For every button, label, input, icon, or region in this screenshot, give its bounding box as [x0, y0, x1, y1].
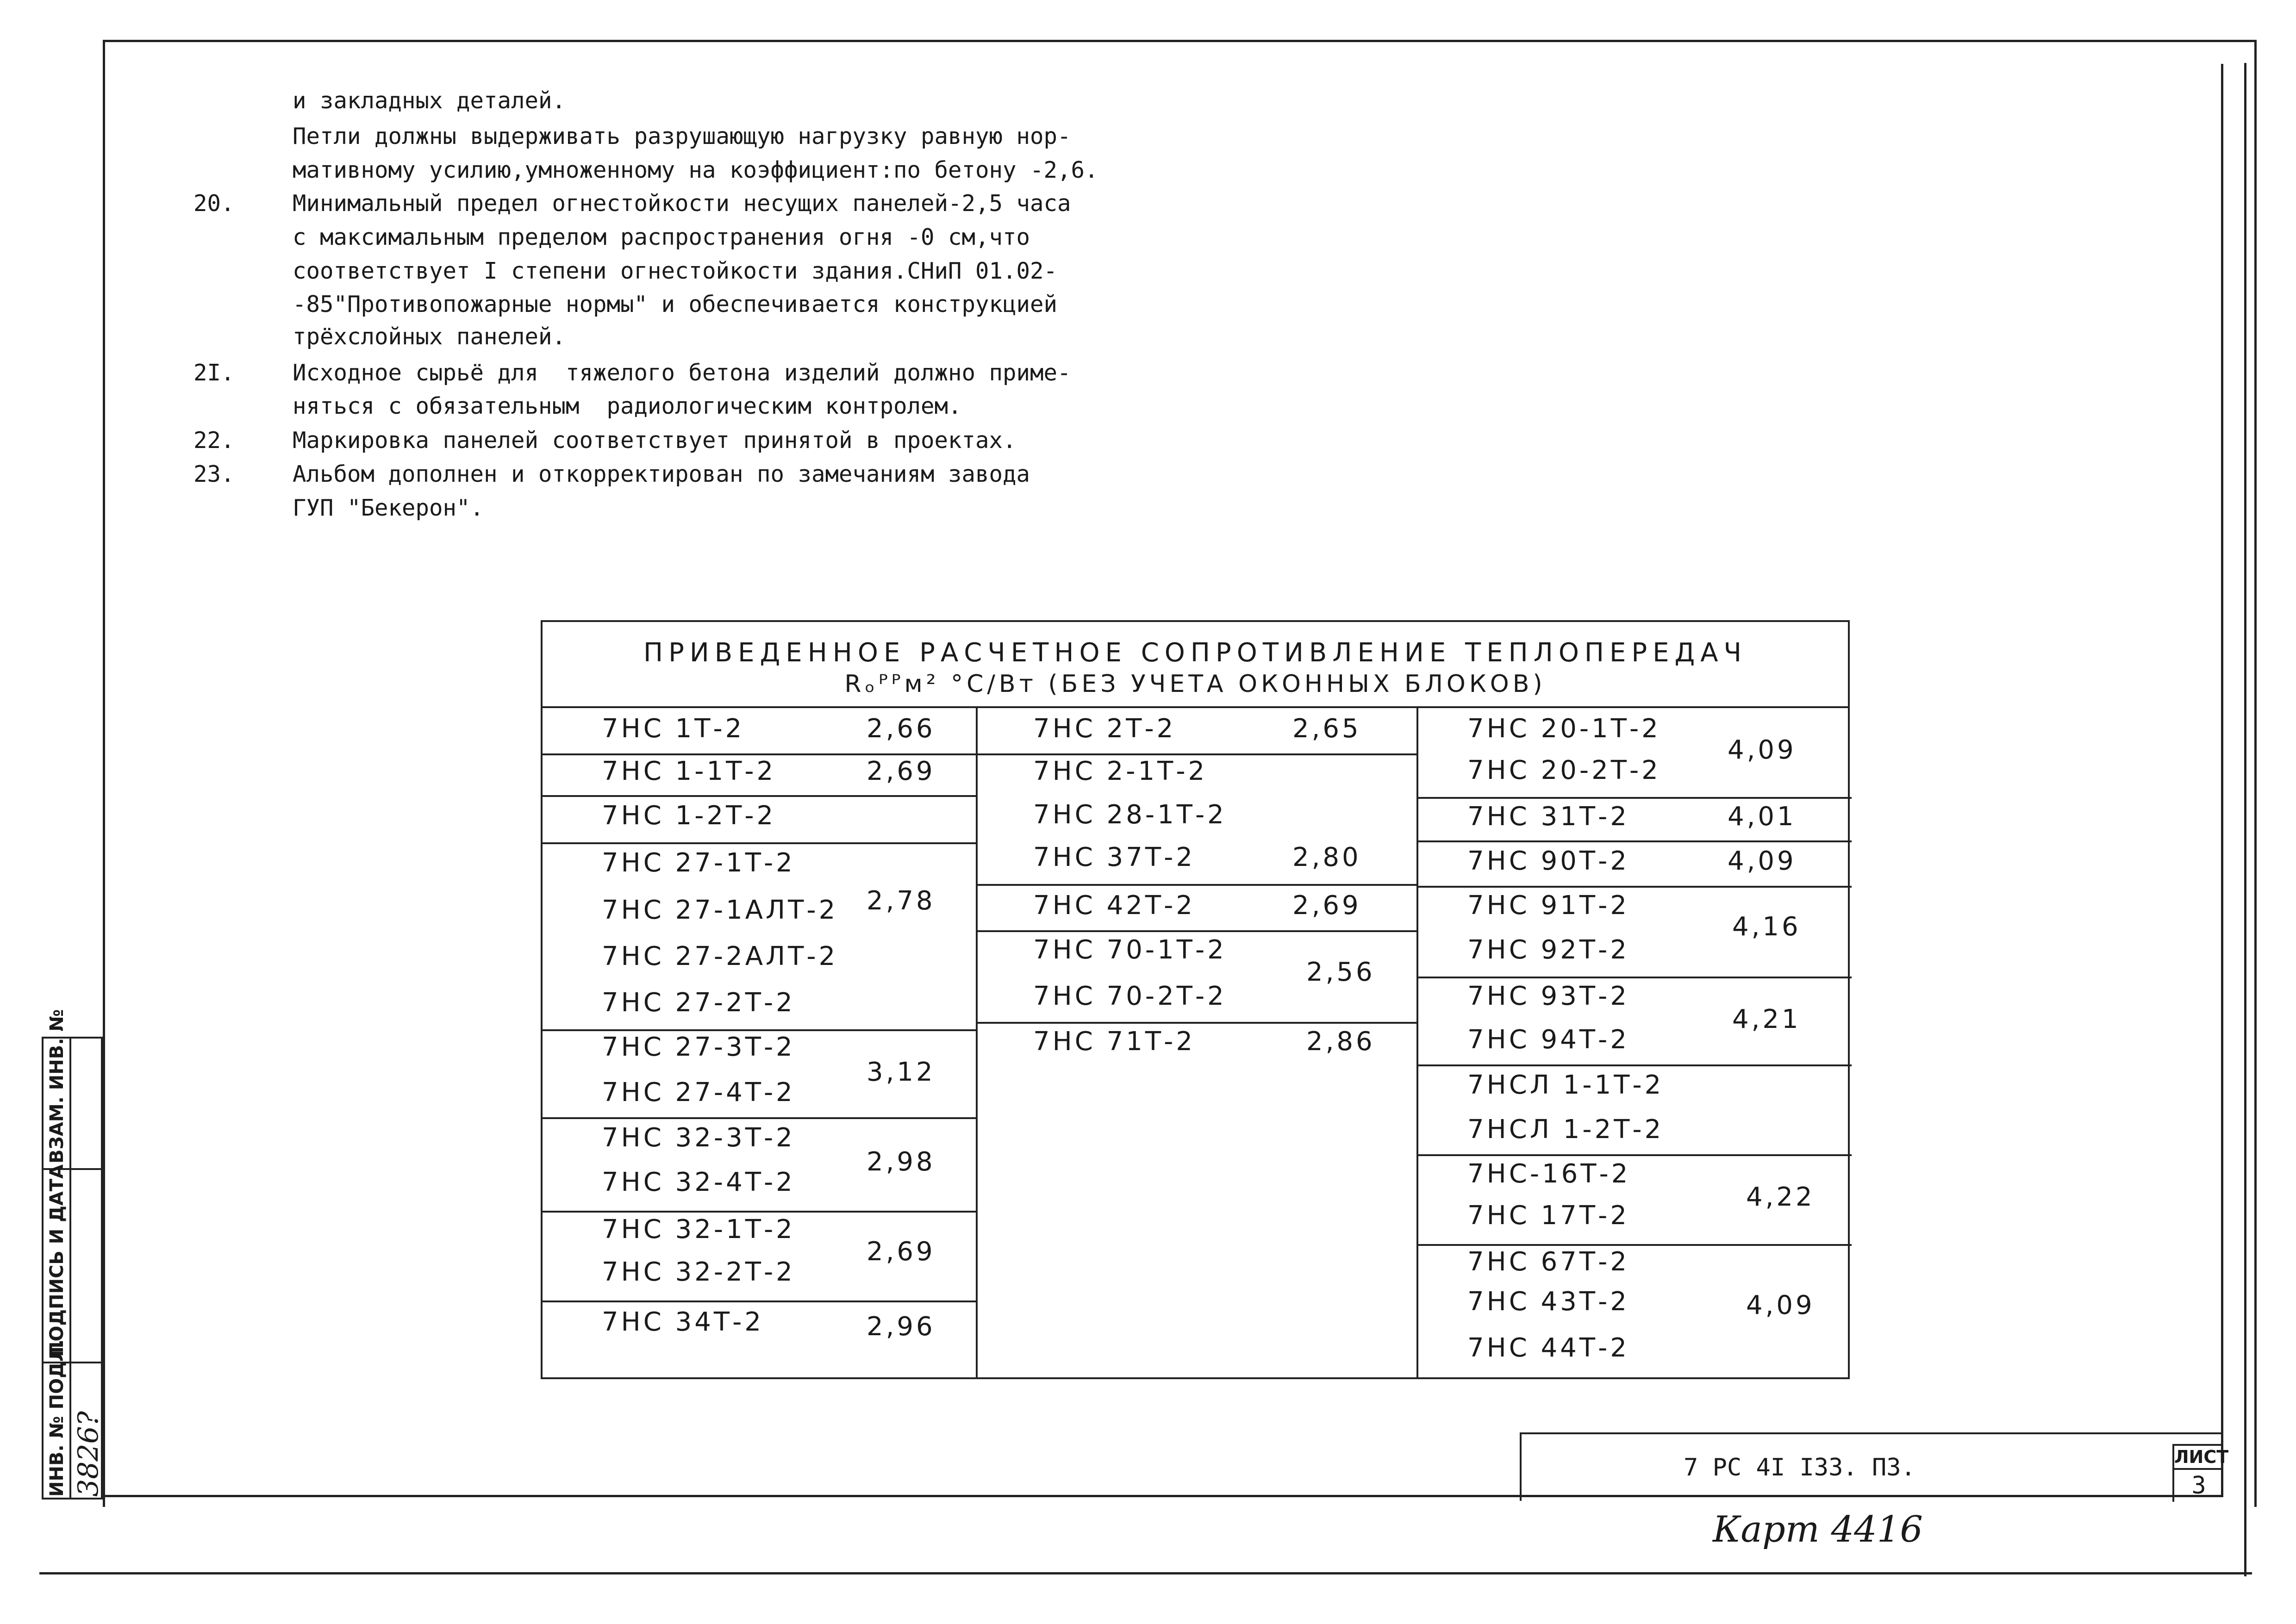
panel-name: 7НС 31Т-2 — [1467, 802, 1629, 832]
panel-name: 7НС 42Т-2 — [1033, 890, 1195, 921]
thermal-resistance-table — [541, 620, 1850, 1379]
note-line: с максимальным пределом распространения огня -0 см,что — [293, 224, 1030, 250]
panel-name: 7НС 17Т-2 — [1467, 1201, 1629, 1231]
panel-name: 7НС 32-4Т-2 — [602, 1167, 795, 1197]
sidebar-label-inv: ИНВ. № ПОДЛ. — [46, 1339, 68, 1497]
panel-name: 7НС 71Т-2 — [1033, 1027, 1195, 1057]
panel-name: 7НС 27-4Т-2 — [602, 1077, 795, 1108]
note-line: -85"Противопожарные нормы" и обеспечивается конструкцией — [293, 291, 1058, 317]
handwritten-note: Карт 4416 — [1713, 1509, 1923, 1550]
note-line: трёхслойных панелей. — [293, 324, 566, 350]
panel-name: 7НСЛ 1-2Т-2 — [1467, 1114, 1664, 1145]
sheet-edge-right — [2244, 63, 2246, 1576]
note-number: 23. — [193, 461, 235, 487]
resistance-value: 4,09 — [1728, 735, 1797, 765]
row-divider — [543, 1300, 976, 1302]
row-divider — [543, 842, 976, 844]
note-line: Исходное сырьё для тяжелого бетона изделий должно приме- — [293, 360, 1071, 386]
row-divider — [978, 753, 1416, 755]
row-divider — [543, 753, 976, 755]
note-line: мативному усилию,умноженному на коэффициент:по бетону -2,6. — [293, 157, 1098, 183]
panel-name: 7НС 2Т-2 — [1033, 714, 1176, 744]
row-divider — [543, 795, 976, 797]
resistance-value: 3,12 — [867, 1057, 936, 1087]
sheet-edge-bottom — [39, 1572, 2252, 1574]
panel-name: 7НС-16Т-2 — [1467, 1159, 1631, 1189]
sidebar-divider — [69, 1039, 71, 1498]
row-divider — [1418, 1244, 1852, 1246]
resistance-value: 4,01 — [1728, 802, 1797, 832]
panel-name: 7НС 1-1Т-2 — [602, 756, 776, 786]
panel-name: 7НС 32-2Т-2 — [602, 1257, 795, 1287]
table-title-line1: ПРИВЕДЕННОЕ РАСЧЕТНОЕ СОПРОТИВЛЕНИЕ ТЕПЛОПЕРЕДАЧ — [643, 638, 1747, 668]
panel-name: 7НС 32-1Т-2 — [602, 1214, 795, 1244]
row-divider — [978, 884, 1416, 886]
note-number: 20. — [193, 190, 235, 217]
panel-name: 7НС 2-1Т-2 — [1033, 756, 1208, 786]
panel-name: 7НС 92Т-2 — [1467, 935, 1629, 965]
panel-name: 7НС 34Т-2 — [602, 1307, 764, 1337]
row-divider — [1418, 886, 1852, 888]
sheet-number: 3 — [2191, 1472, 2206, 1500]
column-divider — [1416, 708, 1418, 1377]
row-divider — [1418, 797, 1852, 799]
row-divider — [978, 930, 1416, 932]
panel-name: 7НС 27-1АЛТ-2 — [602, 895, 838, 925]
sidebar-label-replace: ВЗАМ. ИНВ. № — [46, 1009, 68, 1164]
note-line: Петли должны выдерживать разрушающую нагрузку равную нор- — [293, 123, 1071, 149]
note-line: Альбом дополнен и откорректирован по замечаниям завода — [293, 461, 1030, 487]
inventory-sidebar — [42, 1009, 105, 1500]
panel-name: 7НСЛ 1-1Т-2 — [1467, 1070, 1664, 1100]
resistance-value: 4,21 — [1732, 1004, 1801, 1034]
row-divider — [543, 1029, 976, 1031]
panel-name: 7НС 1-2Т-2 — [602, 801, 776, 831]
note-number: 2I. — [193, 360, 235, 386]
panel-name: 7НС 70-1Т-2 — [1033, 935, 1227, 965]
row-divider — [1418, 977, 1852, 978]
sheet-label: ЛИСТ — [2174, 1446, 2223, 1470]
resistance-value: 4,22 — [1746, 1182, 1815, 1212]
panel-name: 7НС 91Т-2 — [1467, 890, 1629, 921]
panel-name: 7НС 27-1Т-2 — [602, 848, 795, 878]
panel-name: 7НС 27-2Т-2 — [602, 988, 795, 1018]
resistance-value: 2,96 — [867, 1312, 936, 1342]
panel-name: 7НС 1Т-2 — [602, 714, 745, 744]
note-line: няться с обязательным радиологическим контролем. — [293, 393, 962, 419]
panel-name: 7НС 20-1Т-2 — [1467, 714, 1661, 744]
resistance-value: 2,66 — [867, 714, 936, 744]
panel-name: 7НС 32-3Т-2 — [602, 1123, 795, 1153]
panel-name: 7НС 67Т-2 — [1467, 1247, 1629, 1277]
resistance-value: 4,09 — [1746, 1290, 1815, 1320]
row-divider — [1418, 1154, 1852, 1156]
resistance-value: 2,98 — [867, 1147, 936, 1177]
note-line: соответствует I степени огнестойкости здания.СНиП 01.02- — [293, 258, 1058, 284]
panel-name: 7НС 90Т-2 — [1467, 846, 1629, 876]
table-title-line2: Rₒᴾᴾм² °С/Вт (БЕЗ УЧЕТА ОКОННЫХ БЛОКОВ) — [844, 670, 1546, 698]
panel-name: 7НС 70-2Т-2 — [1033, 981, 1227, 1011]
sheet-number-box — [2172, 1444, 2229, 1502]
resistance-value: 2,65 — [1292, 714, 1361, 744]
panel-name: 7НС 20-2Т-2 — [1467, 755, 1661, 785]
note-number: 22. — [193, 427, 235, 454]
title-block — [1520, 1432, 2221, 1501]
note-line: Минимальный предел огнестойкости несущих панелей-2,5 часа — [293, 190, 1071, 217]
column-divider — [976, 708, 978, 1377]
panel-name: 7НС 27-3Т-2 — [602, 1032, 795, 1062]
panel-name: 7НС 43Т-2 — [1467, 1287, 1629, 1317]
resistance-value: 4,09 — [1728, 846, 1797, 876]
inventory-number: 3826? — [72, 1411, 105, 1497]
resistance-value: 2,80 — [1292, 842, 1361, 872]
resistance-value: 2,86 — [1306, 1027, 1375, 1057]
resistance-value: 2,56 — [1306, 957, 1375, 987]
table-title — [543, 622, 1848, 708]
panel-name: 7НС 94Т-2 — [1467, 1025, 1629, 1055]
document-code: 7 РС 4I I33. ПЗ. — [1684, 1454, 1915, 1481]
note-line: Маркировка панелей соответствует принятой в проектах. — [293, 427, 1017, 454]
panel-name: 7НС 28-1Т-2 — [1033, 800, 1227, 830]
row-divider — [1418, 840, 1852, 842]
resistance-value: 2,69 — [867, 1237, 936, 1267]
resistance-value: 4,16 — [1732, 912, 1801, 942]
note-line: ГУП "Бекерон". — [293, 495, 484, 521]
resistance-value: 2,69 — [1292, 890, 1361, 921]
panel-name: 7НС 93Т-2 — [1467, 981, 1629, 1011]
sidebar-label-sign-date: ПОДПИСЬ И ДАТА — [46, 1164, 68, 1357]
panel-name: 7НС 27-2АЛТ-2 — [602, 941, 838, 971]
note-line: и закладных деталей. — [293, 87, 566, 114]
resistance-value: 2,78 — [867, 886, 936, 916]
row-divider — [543, 1211, 976, 1213]
panel-name: 7НС 44Т-2 — [1467, 1333, 1629, 1363]
panel-name: 7НС 37Т-2 — [1033, 842, 1195, 872]
row-divider — [1418, 1064, 1852, 1066]
row-divider — [978, 1022, 1416, 1024]
row-divider — [543, 1117, 976, 1119]
resistance-value: 2,69 — [867, 756, 936, 786]
